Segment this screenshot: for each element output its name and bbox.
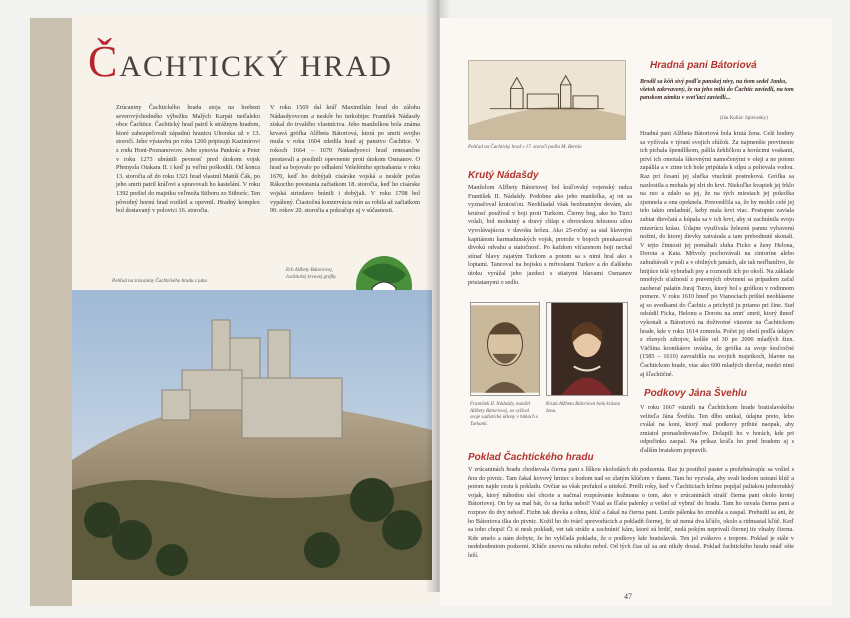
nadasdy-portrait-caption: František II. Nádašdy, manžel Alžbety Bátoriovej, sa vyžíval svoje sadistické sklony v bitkách s Turkami. xyxy=(470,402,538,427)
heading-podkovy: Podkovy Jána Švehlu xyxy=(644,388,747,399)
poem-quote: Brodil sa kôň sivý podľa panskej nivy, na ňom sedel Janko, všetok zakrvavený, že na jeho milú do Čachtíc zaviedli, na tom panskom zámku v sveťiaci zaviedli... xyxy=(640,79,794,101)
heading-poklad: Poklad Čachtického hradu xyxy=(468,452,594,463)
heading-kruty-nadasdy: Krutý Nádašdy xyxy=(468,170,539,181)
right-text-nadasdy: Manželom Alžbety Bátoriovej bol kráľovský vojenský radca František II. Nádašdy. Podobne ako jeho manželka, aj on sa vyznačoval krutosťou. Neohliadal však bezbranným devám, ale krutosť používal v boji proti Turkom. Čierny beg, ako ho Turci volali, bol mohutný a dravý chlap s obrovskou telesnou silou vyvolávajúcou v davoku hrôzu. Ako 25-ročný sa stal hlavným kapitánom harmadunských vojsk, pretože v bojoch preukazoval divokú odvahu a statočnosť. Po každom víťazenom boji nechal stínať hlavy zajatým Turkom a potom sa s nimi hral ako s loptami. Tancoval na bojisku s mŕtvolami Turkov a do ďalšieho útoku vyrážal jeho jazdeci s stiatymi hlavami Osmanov prisiatanymi o sedlo. xyxy=(468,184,632,286)
book-cover-edge xyxy=(30,18,78,606)
castle-photo-caption: Pohľad na zrúcaniny Čachtického hradu z juhu xyxy=(112,279,207,284)
castle-ruins-photo xyxy=(72,290,432,580)
right-text-svehla: V roku 1667 väznili na Čachtickom hrade bratislavského veliteľa Jána Švehlu. Ten dlho unikal, údajne preto, lebo cválal na koni, ktorý mal podkovy pribité naopak, aby zmiatol prenasledovateľov. Dolapili ho v horách, kde pri odpočinku zaspal. Na príkaz kráľa ho pred hradom aj s ďalším bratskom popravili. xyxy=(640,404,794,454)
heading-hradna-pani: Hradná pani Bátoriová xyxy=(650,60,757,71)
bathory-portrait-caption: Krutá Alžbeta Bátoriová bola krásna žena. xyxy=(546,402,621,414)
title-rest: ACHTICKÝ HRAD xyxy=(119,50,393,83)
nadasdy-portrait xyxy=(470,302,540,396)
crest-caption: Erb Alžbety Bátoriovej, čachtickej krvavej grófky xyxy=(286,268,337,280)
left-text-column-2: V roku 1569 dal kráľ Maximilián hrad do zálohu Nádasdyovcom a neskôr ho turkobijec František Nádasdy získal do trvalého vlastníctva. Jeho manželkou bola známa krvavá grófka Alžbeta Bátoriová, ktorá po smrti svojho muža v roku 1604 zdedila hrad aj panstvo Čachtice. V rokoch 1664 – 1670 Nádasdyovci hrad renesančne prestavali a posilnili opevnenie proti útokom Osmanov. O hrad sa bojovalo po odhalení Vešeléniho sprisahania v roku 1670, keď ho dobýjali cisárske vojská a neskôr počas Rákociho povstania začiatkom 18. storočia, keď ho cisárske vojská striedavo bránili i dobýjali. V roku 1708 bol vypálený. Čiastočná konzervácia ruín sa robila až začiatkom 90. rokov 20. storočia a pokračuje aj v súčasnosti. xyxy=(270,104,420,215)
page-number: 47 xyxy=(624,592,632,601)
historical-castle-sketch xyxy=(468,60,626,140)
page-title xyxy=(88,36,393,87)
sketch-caption: Pohľad na Čachtický hrad v 17. storočí podľa M. Bereša xyxy=(468,145,582,150)
title-initial: Č xyxy=(88,37,120,86)
left-text-column-1: Zrúcaniny Čachtického hradu stoja na hrebeni severovýchodného výbežku Malých Karpát neďaleko obce Čachtice. Čachtický hrad patril k strážnym hradom, ktoré zabezpečovali západnú hranicu Uhorska už v 13. storočí. Jeho výstavbu po roku 1260 pripisujú Kazimírovi z rodu Hont-Poznanovcov. Jeho synovia Pankrác a Peter v roku 1273 ubránili pevnosť pred útokom vojsk Přemysla Otakara II. i keď ju veľmi poškodili. Od konca 13. storočia až do roku 1321 hrad vlastnil Matúš Čák, po jeho smrti patril kráľovi a spravovali ho kastelání. V roku 1392 prešiel do majetku veľmoža Stiboru zo Stiboríc. Ten pôvodný hornú hrad rozšíril a opevnil. Hradný komplex bol dostavaný v polovici 16. storočia. xyxy=(116,104,260,215)
poem-author: (Ján Kollár: Spievanky) xyxy=(720,116,768,121)
right-text-bathory: Hradná pani Alžbeta Bátoriová bola krutá žena. Celé hodiny sa vyžívala v týraní svojich slúžok. Za najmenšie previnenie ich pichala špendlíkom, pálila žehličkou a horúcimi voskami, priví ich omotala šikovnými namočenými v oleji a ne potom zapálila a v zime ich hole pripútala k stĺpu a polievala vodou. Raz pri česaní jej slučka vtuckrát postreková. Grófka sa nazlostila a mohala jej zlrt do krvi. Niekoľko kvapiek jej frklo na ruo a zdalo sa jej, že na tých miestach jej pokožka zjemnela a ona opeknela. Presvedčila sa, že by mohlo celé jej telo takto omladnúť, keby mala krvi viac. Postupne zaviala zabiat dievčatá a kúpala sa v ich krvi, aby si zachránila svoju mizerúcu krásu. Údajne využívala železnú pannu vybavenú nožmi, do ktorej dievky zatvárala a tam prebodnuté skonali. V tejto činnosti jej pomáhali sluha Ficko a ženy Helona, Dorota a Kata. Mŕtvoly pochovávali na cintoríne alebo zahrabávali v poli a v obilných jamách, ale tak neďbanlivo, že hnijúce telá vybrabali psy a roznosili ich po okolí. Na základe mnohých sťažností z pravených obvinení sa prípadom začal zaoberať palatín Juraj Turzo, ktorý bol s grófkou v rodinnom pomere. V roku 1610 hneď po Vianociach prišiel neohlásene aj so svedkami do Čachtic a prichytil ju priamo pri čine. Sud odsúdil Ficka, Helonu a Dorotu na smrť smrti, ktorý ihneď vykonali a Bátoriovú na doživotné väzenie na Čachtickom hrade, kde v roku 1614 zomrela. Počet jej obetí podľa údajov z rôznych zdrojov, kolíše od 30 po 2000 mladých žien. Väčšina kronikárov uvádza, že grófka za svoje šesťročné (1585 – 1610) zavraždila na svojich majetkoch, hlavne na Čachtickom hrade, viac ako 600 mladých dievčat, medzi nimi aj šľachtičné. xyxy=(640,130,794,378)
bathory-portrait xyxy=(546,302,628,396)
right-text-poklad: V zrúcaninách hradu chodievala čierna pani s líškou ekolodáich do podzemia. Raz ju postihol paster a prežehnávajúc sa vošiel s ňou do pivnic. Tam čakal kovový hrniec s hodom nad so zlatým klúčom v tlame. Tam ho vyzvala, aby svali hodom ustraní klúč a potom najde cestu k pokladu. Ovčiar sa však prefakol a utiekol. Prešli roky, keď v Čachticiach krčme popíjal paliakou jednorukký vojak, ktorý náhodou sleí chcete a načmal rozprávanie kožmana o tom, ako v zrúcaninách strašť čierna pani okolo krotej Bátoriovej. On by sa mal bát, čo sa furka nebol! Vstal as fľašu palenky a vešiel až vybrať do hradu. Tam ho ozvala čierna pani a rozprav do dvy nehoď. Fizbn tak dievka a ohnu, klúč a čakal na čierna pani. Lenže pálenka ho zmohla a zaspal. Prebudil sa ani, že ho Bátoriova tlka do pivnic. Kožil ho do tvárč sprevodúcich a pokladň čiernej, že už nemá dva kľúče, okolo a ridmastal kľúč. Keď sa toho chopá! Či si nesk pokladí, vet tak stráže a zachrániť kám, ktoré sú brdiť, nedá pokým neprivalí čiernej tie vlnaby čiernu. Kde smelo a nám dobyte, že ho vyhľadá pokladu, že o podkovy kde bratislavsk. Ten jel zvákovo s tropom. Poklad je stále v nedohodnutom podzemí. Klúče znovu na nikoho nebol. Od tých čias už sa ani nikdy dostal. Poklad čachtického hradu snáď ešte leží. xyxy=(468,466,794,559)
